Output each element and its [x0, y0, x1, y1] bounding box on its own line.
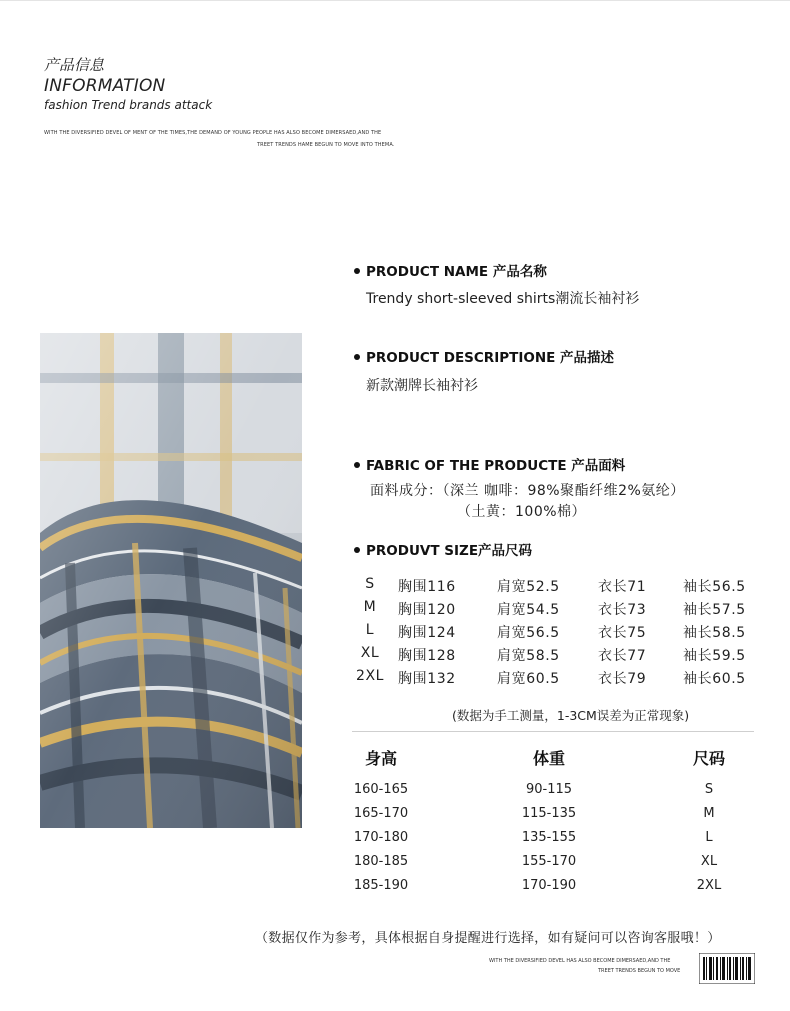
header-tagline-line1: WITH THE DIVERSIFIED DEVEL OF MENT OF THE TIMES,THE DEMAND OF YOUNG PEOPLE HAS ALSO BECOME DIMERSAED,AND THE [44, 130, 382, 136]
size-label: S [365, 576, 375, 592]
sleeve-value: 袖长56.5 [683, 579, 746, 595]
size-label: 2XL [355, 668, 385, 684]
weight-cell: 115-135 [521, 806, 577, 821]
top-border [0, 0, 790, 1]
header-title-cn: 产品信息 [44, 56, 105, 74]
header-tagline-line2: TREET TRENDS HAME BEGUN TO MOVE INTO THEMA. [257, 142, 395, 148]
length-value: 衣长73 [598, 602, 647, 618]
size-row [352, 668, 762, 690]
size-label: M [363, 599, 377, 615]
header-title-en: INFORMATION [44, 76, 166, 96]
chest-value: 胸围116 [398, 579, 456, 595]
length-value: 衣长79 [598, 671, 647, 687]
sleeve-value: 袖长59.5 [683, 648, 746, 664]
size-cell: XL [700, 854, 718, 869]
fabric-title: FABRIC OF THE PRODUCTE 产品面料 [354, 454, 625, 474]
size-row [352, 622, 762, 644]
size-cell: S [704, 782, 714, 797]
size-label: L [365, 622, 375, 638]
description-title: PRODUCT DESCRIPTIONE 产品描述 [354, 346, 614, 366]
height-cell: 165-170 [353, 806, 409, 821]
bullet-icon [354, 462, 360, 468]
height-cell: 180-185 [353, 854, 409, 869]
chest-value: 胸围124 [398, 625, 456, 641]
barcode-icon [699, 953, 755, 984]
length-value: 衣长75 [598, 625, 647, 641]
size-header: 尺码 [692, 749, 725, 768]
size-cell: M [703, 806, 715, 821]
weight-cell: 155-170 [521, 854, 577, 869]
size-cell: L [705, 830, 713, 845]
shoulder-value: 肩宽56.5 [497, 625, 560, 641]
bullet-icon [354, 354, 360, 360]
size-row [352, 645, 762, 667]
height-cell: 160-165 [353, 782, 409, 797]
weight-cell: 170-190 [521, 878, 577, 893]
product-name-value: Trendy short-sleeved shirts潮流长袖衬衫 [366, 291, 640, 307]
sleeve-value: 袖长60.5 [683, 671, 746, 687]
product-name-title: PRODUCT NAME 产品名称 [354, 260, 547, 280]
plaid-fabric-image [40, 333, 302, 828]
size-title: PRODUVT SIZE产品尺码 [354, 539, 532, 559]
bullet-icon [354, 547, 360, 553]
size-cell: 2XL [696, 878, 722, 893]
sleeve-value: 袖长57.5 [683, 602, 746, 618]
size-row [352, 576, 762, 598]
fabric-line2: （土黄：100%棉） [457, 504, 587, 520]
height-cell: 185-190 [353, 878, 409, 893]
length-value: 衣长71 [598, 579, 647, 595]
shoulder-value: 肩宽58.5 [497, 648, 560, 664]
chest-value: 胸围128 [398, 648, 456, 664]
fabric-line1: 面料成分：（深兰 咖啡：98%聚酯纤维2%氨纶） [370, 483, 685, 499]
shoulder-value: 肩宽60.5 [497, 671, 560, 687]
header-subtitle: fashion Trend brands attack [44, 98, 213, 112]
weight-cell: 135-155 [521, 830, 577, 845]
chest-value: 胸围132 [398, 671, 456, 687]
size-label: XL [360, 645, 380, 661]
description-value: 新款潮牌长袖衬衫 [366, 378, 478, 394]
height-header: 身高 [364, 749, 397, 768]
divider [352, 731, 754, 732]
size-row [352, 599, 762, 621]
weight-cell: 90-115 [525, 782, 573, 797]
shoulder-value: 肩宽52.5 [497, 579, 560, 595]
sleeve-value: 袖长58.5 [683, 625, 746, 641]
height-cell: 170-180 [353, 830, 409, 845]
measurement-note: (数据为手工测量，1-3CM误差为正常现象) [452, 708, 690, 723]
bullet-icon [354, 268, 360, 274]
chest-value: 胸围120 [398, 602, 456, 618]
weight-header: 体重 [532, 749, 565, 768]
length-value: 衣长77 [598, 648, 647, 664]
footer-line2: TREET TRENDS BEGUN TO MOVE [598, 968, 681, 974]
disclaimer-text: （数据仅作为参考，具体根据自身提醒进行选择，如有疑问可以咨询客服哦！） [255, 931, 721, 946]
footer-line1: WITH THE DIVERSIFIED DEVEL HAS ALSO BECOME DIMERSAED,AND THE [489, 958, 671, 964]
shoulder-value: 肩宽54.5 [497, 602, 560, 618]
